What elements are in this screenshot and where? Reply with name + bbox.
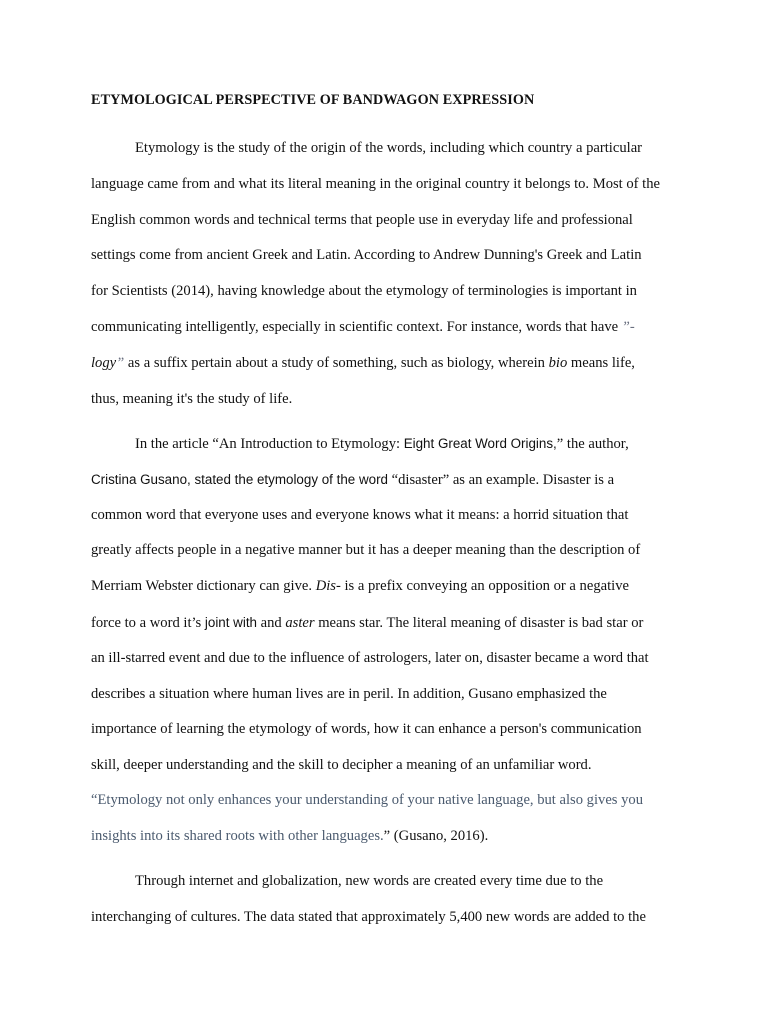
italic-term-logy: logy [91,354,117,371]
paragraph-etymology-definition [91,131,681,417]
paragraph-text: common word that everyone uses and everyone knows what it means: a horrid situation that [91,506,629,523]
paragraph-text: describes a situation where human lives are in peril. In addition, Gusano emphasized the [91,685,607,702]
paragraph-text: Through internet and globalization, new words are created every time due to the [135,873,604,889]
quote-text: insights into its shared roots with other languages. [91,827,384,844]
paragraph-text: is a prefix conveying an opposition or a negative [340,578,629,595]
author-text: Cristina Gusano, stated the etymology of the word [91,471,388,487]
paragraph-text: Etymology is the study of the origin of the words, including which country a particular [135,140,643,156]
paragraph-text: importance of learning the etymology of words, how it can enhance a person's communication [91,721,642,738]
paragraph-text: force to a word it’s [91,614,205,631]
quote-mark: ”- [621,318,635,335]
paragraph-text: English common words and technical terms that people use in everyday life and professional [91,211,633,228]
paragraph-text: joint with [204,614,257,630]
paragraph-text: interchanging of cultures. The data stated that approximately 5,400 new words are added to the [91,908,646,925]
paragraph-text: ” the author, [556,436,629,452]
paragraph-text: “disaster” as an example. Disaster is a [387,471,615,488]
paragraph-text: In the article “An Introduction to Etymology: [135,436,404,452]
paragraph-text: communicating intelligently, especially in scientific context. For instance, words that have [91,318,622,335]
quote-mark: ” [116,354,125,371]
paragraph-text: Merriam Webster dictionary can give. [91,578,316,595]
citation-text: (Gusano, 2016). [390,827,489,844]
paragraph-text: for Scientists (2014), having knowledge about the etymology of terminologies is important in [91,283,637,300]
paragraph-globalization [91,864,681,936]
italic-term-aster: aster [285,614,315,631]
paragraph-text: as a suffix pertain about a study of something, such as biology, wherein [124,354,549,371]
paragraph-text: language came from and what its literal meaning in the original country it belongs to. Most of the [91,175,661,192]
italic-term-dis: Dis- [315,578,341,595]
document-title: ETYMOLOGICAL PERSPECTIVE OF BANDWAGON EXPRESSION [91,92,535,108]
italic-term-bio: bio [548,354,568,371]
block-quote [91,783,681,855]
paragraph-text: means star. The literal meaning of disaster is bad star or [314,614,644,631]
quote-mark: ” [383,827,391,844]
paragraph-text: and [257,614,286,631]
paragraph-text: skill, deeper understanding and the skill to decipher a meaning of an unfamiliar word. [91,757,592,774]
paragraph-disaster-example [91,426,681,784]
paragraph-text: an ill-starred event and due to the influence of astrologers, later on, disaster became a word that [91,649,649,666]
article-title-text: Eight Great Word Origins, [403,436,557,451]
paragraph-text: settings come from ancient Greek and Latin. According to Andrew Dunning's Greek and Latin [91,247,642,264]
paragraph-text: thus, meaning it's the study of life. [91,390,293,407]
quote-text: “Etymology not only enhances your understanding of your native language, but also gives you [91,792,644,808]
paragraph-text: means life, [567,354,635,371]
paragraph-text: greatly affects people in a negative manner but it has a deeper meaning than the description of [91,542,641,559]
